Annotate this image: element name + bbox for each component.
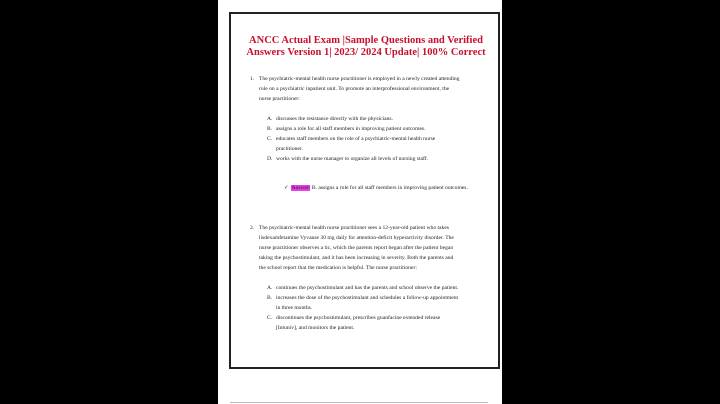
question-text: nurse practitioner observes a tic, which the parents report began after the patient began: [259, 245, 454, 251]
document-page: [218, 0, 502, 404]
question-text: lisdexamfetamine Vyvanse 30 mg daily for attention-deficit hyperactivity disorder. The: [259, 235, 454, 241]
option-letter: A.: [267, 285, 273, 291]
option-text: discontinues the psychostimulant, prescribes guanfacine extended release: [276, 315, 441, 321]
option-text: educates staff members on the role of a psychiatric-mental health nurse: [276, 136, 436, 142]
title-line: Answers Version 1| 2023/ 2024 Update| 100% Correct: [246, 47, 486, 58]
title-line: ANCC Actual Exam |Sample Questions and Verified: [249, 35, 483, 46]
check-icon: ✓: [284, 185, 289, 191]
option-text: increases the dose of the psychostimulant and schedules a follow-up appointment: [276, 295, 459, 301]
document-title: [231, 35, 501, 59]
option-text: works with the nurse manager to organize all levels of nursing staff.: [276, 156, 429, 162]
answer-line: [284, 183, 468, 193]
option-letter: A.: [267, 116, 273, 122]
option-letter: D.: [267, 156, 273, 162]
question-number: 1.: [250, 76, 255, 82]
option-text: continues the psychostimulant and has the parents and school observe the patient.: [276, 285, 459, 291]
option-letter: B.: [267, 126, 273, 132]
question-text: The psychiatric-mental health nurse practitioner is employed in a newly created attending: [259, 76, 460, 82]
page-border: [229, 12, 500, 369]
option-text: [Intuniv], and monitors the patient.: [276, 325, 355, 331]
question-text: the school report that the medication is helpful. The nurse practitioner:: [259, 265, 417, 271]
option-text: practitioner.: [276, 146, 303, 152]
option-text: discusses the resistance directly with the physicians.: [276, 116, 393, 122]
option-text: assigns a role for all staff members in improving patient outcomes.: [276, 126, 426, 132]
question-text: The psychiatric-mental health nurse practitioner sees a 12-year-old patient who takes: [259, 225, 450, 231]
page-divider: [230, 402, 488, 403]
question-number: 2.: [250, 225, 255, 231]
question-text: role on a psychiatric inpatient unit. To promote an interprofessional environment, the: [259, 86, 450, 92]
option-letter: C.: [267, 315, 273, 321]
answer-label: Answer:: [291, 185, 311, 191]
question-text: taking the psychostimulant, and it has been increasing in severity. Both the parents and: [259, 255, 454, 261]
answer-text: B. assigns a role for all staff members in improving patient outcomes.: [311, 185, 468, 191]
option-letter: C.: [267, 136, 273, 142]
option-text: in three months.: [276, 305, 313, 311]
option-letter: B.: [267, 295, 273, 301]
question-text: nurse practitioner:: [259, 96, 300, 102]
